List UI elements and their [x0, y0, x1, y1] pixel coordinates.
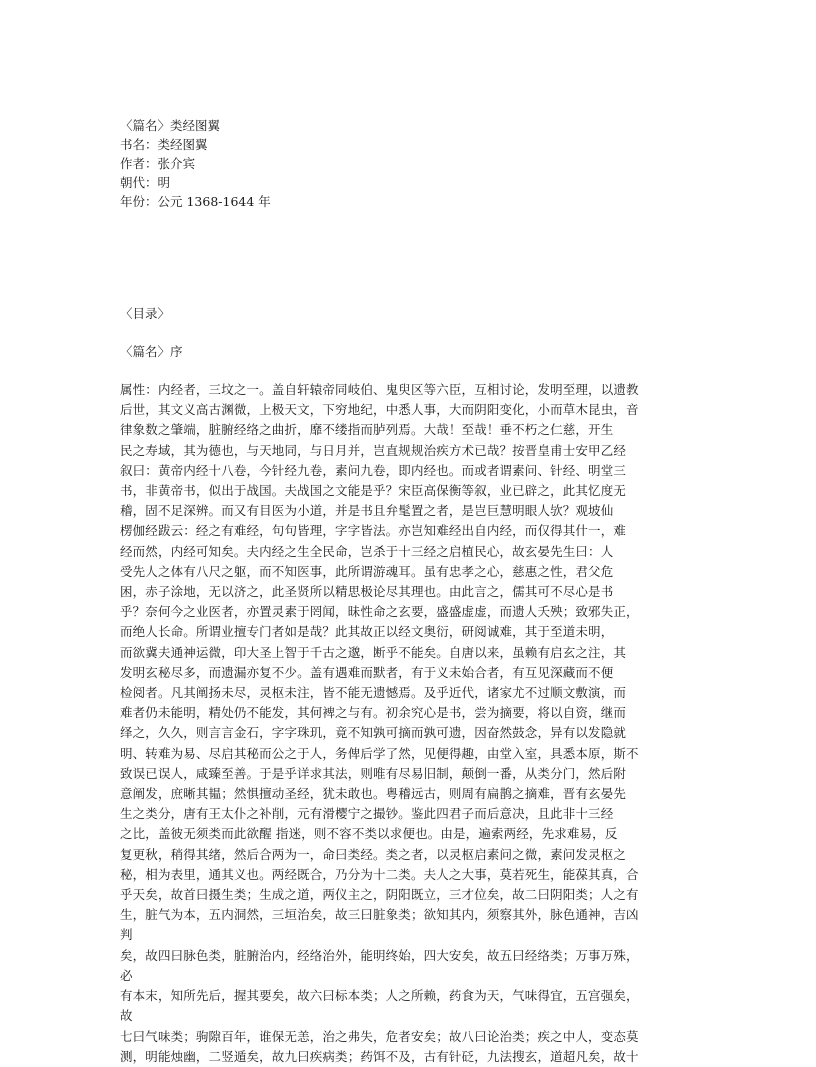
preface-line: 意阐发，庶晰其韫；然惧擅动圣经，犹未敢也。粤稽远古，则周有扁鹊之摘难，晋有玄晏先 — [120, 786, 627, 802]
chapter-tag: 〈篇名〉类经图翼 — [120, 118, 221, 133]
preface-line: 故 — [120, 1008, 133, 1024]
preface-line: 难者仍未能明，精处仍不能发，其何裨之与有。初余究心是书，尝为摘要，将以自资，继而 — [120, 705, 627, 721]
spacer — [120, 361, 700, 380]
preface-line: 有本末，知所先后，握其要矣，故六曰标本类；人之所赖，药食为天，气味得宜，五宫强矣， — [120, 988, 639, 1004]
preface-line: 书，非黄帝书，似出于战国。夫战国之文能是乎？宋臣高保衡等叙，业已辟之，此其忆度无 — [120, 483, 627, 499]
document-page — [120, 116, 700, 1067]
preface-line: 检阅者。凡其阐扬未尽，灵枢未注，皆不能无遗憾焉。及乎近代，诸家尤不过顺文敷演，而 — [120, 685, 627, 701]
preface-line: 民之寿域，其为德也，与天地同，与日月并，岂直规规治疾方术已哉？按晋皇甫士安甲乙经 — [120, 442, 627, 458]
preface-line: 七曰气味类；驹隙百年，谁保无恙，治之弗失，危者安矣；故八曰论治类；疾之中人，变态莫 — [120, 1028, 639, 1044]
preface-line: 复更秋，稍得其绪，然后合两为一，命曰类经。类之者，以灵枢启素问之微，素问发灵枢之 — [120, 846, 627, 862]
preface-line: 生，脏气为本，五内洞然，三垣治矣，故三曰脏象类；欲知其内，须察其外，脉色通神，吉凶 — [120, 907, 639, 923]
preface-line: 测，明能烛幽，二竖遁矣，故九曰疾病类；药饵不及，古有针砭，九法搜玄，道超凡矣，故十 — [120, 1048, 639, 1064]
spacer — [120, 323, 700, 342]
preface-line: 经而然，内经可知矣。夫内经之生全民命，岂杀于十三经之启植民心，故玄晏先生曰：人 — [120, 543, 614, 559]
preface-line: 困，赤子涂地，无以济之，此圣贤所以精思极论尽其理也。由此言之，儒其可不尽心是书 — [120, 584, 614, 600]
preface-line: 致误已误人，咸臻至善。于是乎详求其法，则唯有尽易旧制，颠倒一番，从类分门，然后附 — [120, 765, 627, 781]
toc-label: 〈目录〉 — [120, 306, 171, 321]
preface-line: 判 — [120, 927, 133, 943]
preface-line: 矣，故四曰脉色类，脏腑治内，经络治外，能明终始，四大安矣，故五曰经络类；万事万殊， — [120, 947, 639, 963]
preface-line: 后世，其文义高古渊微，上极天文，下穷地纪，中悉人事，大而阴阳变化，小而草木昆虫，音 — [120, 402, 639, 418]
dynasty-line: 朝代：明 — [120, 175, 171, 190]
preface-line: 律象数之肇端，脏腑经络之曲折，靡不缕指而胪列焉。大哉！至哉！垂不朽之仁慈，开生 — [120, 422, 614, 438]
preface-line: 乎天矣，故首曰摄生类；生成之道，两仪主之，阴阳既立，三才位矣，故二曰阴阳类；人之有 — [120, 887, 639, 903]
preface-line: 秘，相为表里，通其义也。两经既合，乃分为十二类。夫人之大事，莫若死生，能葆其真，合 — [120, 866, 639, 882]
preface-line: 而绝人长命。所谓业擅专门者如是哉？此其故正以经文奥衍，研阅诚难，其于至道未明， — [120, 624, 614, 640]
preface-line: 稽，固不足深辨。而又有目医为小道，并是书且弁髦置之者，是岂巨慧明眼人欤？观坡仙 — [120, 503, 614, 519]
preface-line: 绎之，久久，则言言金石，字字珠玑，竟不知孰可摘而孰可遗，因奋然鼓念，异有以发隐就 — [120, 725, 627, 741]
preface-line: 楞伽经跋云：经之有难经，句句皆理，字字皆法。亦岂知难经出自内经，而仅得其什一，难 — [120, 523, 627, 539]
book-title-line: 书名：类经图翼 — [120, 137, 208, 152]
preface-body — [120, 380, 700, 1067]
preface-line: 发明玄秘尽多，而遗漏亦复不少。盖有遇难而默者，有于义未始合者，有互见深藏而不便 — [120, 664, 614, 680]
preface-line: 属性：内经者，三坟之一。盖自轩辕帝同岐伯、鬼臾区等六臣，互相讨论，发明至理，以遗教 — [120, 382, 639, 397]
year-line: 年份：公元 1368-1644 年 — [120, 194, 271, 209]
preface-line: 而欲冀夫通神运微，印大圣上智于千古之邈，断乎不能矣。自唐以来，虽赖有启玄之注，其 — [120, 644, 627, 660]
preface-line: 之比，盖彼无须类而此欲醒 指迷，则不容不类以求便也。由是，遍索两经，先求难易，反 — [120, 826, 618, 842]
preface-line: 生之类分，唐有王太仆之补削，元有滑樱宁之撮钞。鉴此四君子而后意决，且此非十三经 — [120, 806, 614, 822]
preface-line: 明、转难为易、尽启其秘而公之于人，务俾后学了然，见便得趣，由堂入室，具悉本原，斯不 — [120, 745, 639, 761]
preface-line: 乎？奈何今之业医者，亦置灵素于罔闻，昧性命之玄要，盛盛虚虚，而遗人夭殃；致邪失正， — [120, 604, 639, 620]
author-line: 作者：张介宾 — [120, 156, 196, 171]
preface-line: 必 — [120, 967, 133, 983]
preface-line: 叙曰：黄帝内经十八卷，今针经九卷，素问九卷，即内经也。而或者谓素问、针经、明堂三 — [120, 462, 627, 478]
spacer — [120, 211, 700, 304]
preface-line: 受先人之体有八尺之躯，而不知医事，此所谓游魂耳。虽有忠孝之心，慈惠之性，君父危 — [120, 563, 614, 579]
section-heading: 〈篇名〉序 — [120, 344, 183, 359]
